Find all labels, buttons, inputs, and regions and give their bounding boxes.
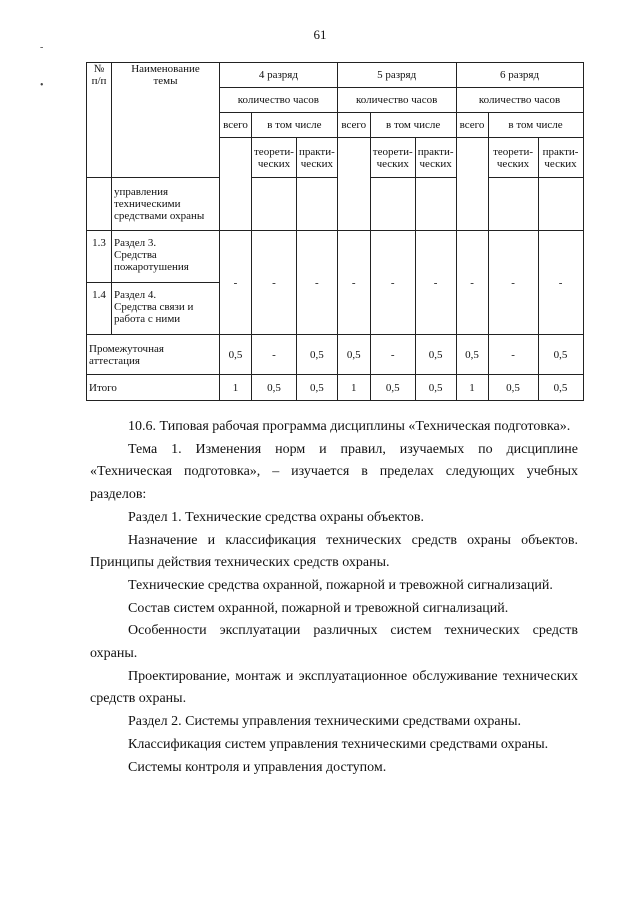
margin-mark: • <box>40 80 44 91</box>
value-cell: - <box>488 335 538 375</box>
paragraph: Назначение и классификация технических средств охраны объектов. Принципы действия технических средств охраны. <box>90 532 578 571</box>
col-header-number: № п/п <box>87 63 112 178</box>
value-cell: 0,5 <box>415 375 456 401</box>
value-cell: 0,5 <box>296 335 337 375</box>
col-header-grade-5: 5 разряд <box>337 63 456 88</box>
col-header-theory: теорети- ческих <box>370 138 415 178</box>
margin-mark: - <box>40 42 44 53</box>
page-number: 61 <box>313 27 327 42</box>
value-cell: 0,5 <box>415 335 456 375</box>
value-cell: - <box>220 231 252 335</box>
paragraph: Раздел 1. Технические средства охраны объектов. <box>128 509 424 525</box>
col-header-hours: количество часов <box>456 88 583 113</box>
row-topic: Раздел 4. Средства связи и работа с ними <box>112 283 220 335</box>
col-header-including: в том числе <box>370 113 456 138</box>
empty-cell <box>296 178 337 231</box>
value-cell: 1 <box>456 375 488 401</box>
col-header-theory: теорети- ческих <box>252 138 297 178</box>
value-cell: - <box>538 231 583 335</box>
paragraph: Тема 1. Изменения норм и правил, изучаемых по дисциплине «Техническая подготовка», – изучается в пределах следующих учебных разделов: <box>90 441 578 503</box>
paragraph: Раздел 2. Системы управления техническими средствами охраны. <box>128 714 522 730</box>
col-header-including: в том числе <box>252 113 338 138</box>
value-cell: 0,5 <box>488 375 538 401</box>
col-header-total: всего <box>220 113 252 138</box>
col-header-practice: практи- ческих <box>296 138 337 178</box>
row-topic-total: Итого <box>87 375 220 401</box>
value-cell: - <box>488 231 538 335</box>
col-header-topic: Наименование темы <box>112 63 220 178</box>
col-header-grade-4: 4 разряд <box>220 63 338 88</box>
col-header-including: в том числе <box>488 113 583 138</box>
empty-cell <box>538 178 583 231</box>
body-text <box>90 416 578 779</box>
value-cell: 1 <box>220 375 252 401</box>
col-header-hours: количество часов <box>220 88 338 113</box>
row-number: 1.4 <box>87 283 112 335</box>
col-header-total: всего <box>456 113 488 138</box>
row-number: 1.3 <box>87 231 112 283</box>
empty-cell <box>415 178 456 231</box>
empty-cell <box>252 178 297 231</box>
empty-cell <box>488 178 538 231</box>
col-header-grade-6: 6 разряд <box>456 63 583 88</box>
value-cell: 0,5 <box>252 375 297 401</box>
col-header-practice: практи- ческих <box>538 138 583 178</box>
row-topic: Раздел 3. Средства пожаротушения <box>112 231 220 283</box>
value-cell: 0,5 <box>456 335 488 375</box>
value-cell: 0,5 <box>337 335 370 375</box>
value-cell: - <box>456 231 488 335</box>
hours-table <box>86 62 584 401</box>
value-cell: 0,5 <box>538 375 583 401</box>
value-cell: - <box>337 231 370 335</box>
value-cell: 0,5 <box>370 375 415 401</box>
empty-cell <box>337 138 370 231</box>
value-cell: - <box>370 231 415 335</box>
paragraph: Классификация систем управления техническими средствами охраны. <box>128 736 549 752</box>
paragraph: Особенности эксплуатации различных систем технических средств охраны. <box>90 623 578 662</box>
empty-cell <box>456 138 488 231</box>
row-number <box>87 178 112 231</box>
value-cell: - <box>252 335 297 375</box>
value-cell: 1 <box>337 375 370 401</box>
paragraph: 10.6. Типовая рабочая программа дисциплины «Техническая подготовка». <box>128 419 571 434</box>
col-header-total: всего <box>337 113 370 138</box>
value-cell: 0,5 <box>538 335 583 375</box>
col-header-hours: количество часов <box>337 88 456 113</box>
col-header-theory: теорети- ческих <box>488 138 538 178</box>
value-cell: - <box>252 231 297 335</box>
empty-cell <box>370 178 415 231</box>
paragraph: Системы контроля и управления доступом. <box>128 759 387 775</box>
paragraph: Состав систем охранной, пожарной и тревожной сигнализаций. <box>128 600 509 616</box>
value-cell: - <box>415 231 456 335</box>
col-header-practice: практи- ческих <box>415 138 456 178</box>
value-cell: 0,5 <box>220 335 252 375</box>
row-topic: управления техническими средствами охраны <box>112 178 220 231</box>
value-cell: - <box>370 335 415 375</box>
row-topic-attestation: Промежуточная аттестация <box>87 335 220 375</box>
value-cell: 0,5 <box>296 375 337 401</box>
paragraph: Проектирование, монтаж и эксплуатационное обслуживание технических средств охраны. <box>90 668 578 707</box>
paragraph: Технические средства охранной, пожарной и тревожной сигнализаций. <box>128 577 553 593</box>
value-cell: - <box>296 231 337 335</box>
empty-cell <box>220 138 252 231</box>
